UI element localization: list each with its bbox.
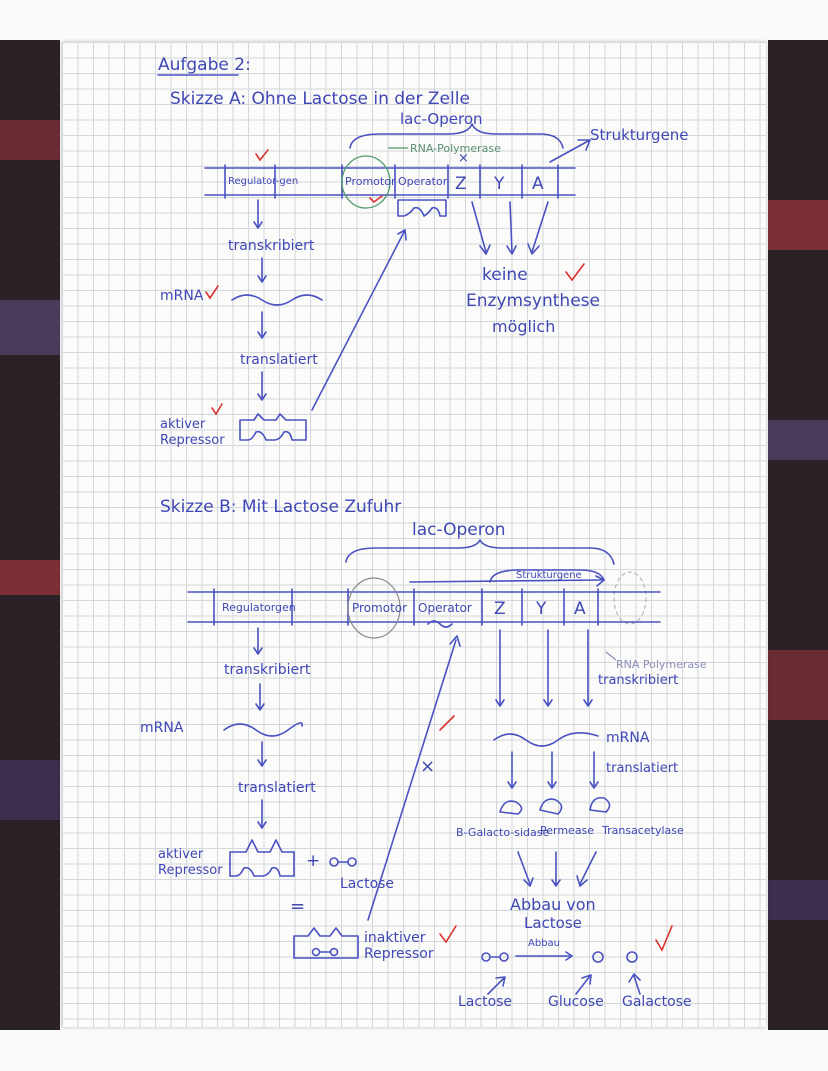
sketch-b-translated-right: translatiert	[606, 761, 679, 776]
sketch-b-mrna-strand-left	[224, 723, 302, 736]
sketch-b-region-a: A	[574, 599, 586, 619]
sketch-b-region-regulator: Regulatorgen	[222, 601, 296, 614]
sketch-b-polymerase-label: RNA Polymerase	[616, 658, 707, 671]
sketch-b-transcribed: transkribiert	[224, 662, 311, 678]
sketch-a-region-operator: Operator	[398, 175, 448, 188]
heading: Aufgabe 2:	[158, 55, 251, 75]
sketch-b-lactose-molecule	[330, 858, 356, 866]
sketch-b-repressor-label-2: Repressor	[158, 863, 223, 878]
sketch-b-region-operator: Operator	[418, 601, 472, 615]
sketch-a-strukturgene: Strukturgene	[590, 126, 689, 144]
sketch-a-repressor-label-2: Repressor	[160, 433, 225, 448]
sketch-a-operon-label: lac-Operon	[400, 110, 483, 128]
sketch-b-reaction	[482, 952, 637, 962]
sketch-b-enzyme-1: B-Galacto-sidase	[456, 826, 550, 839]
sketch-b-enzyme-3: Transacetylase	[602, 824, 684, 837]
sketch-b-lactose-label: Lactose	[340, 876, 395, 892]
sketch-b-product-galactose: Galactose	[622, 994, 692, 1010]
sketch-b-region-z: Z	[494, 599, 506, 619]
sketch-b-strukturgene: Strukturgene	[516, 570, 582, 581]
sketch-b-equals: =	[290, 896, 306, 917]
sketch-b-product-glucose: Glucose	[548, 994, 604, 1010]
sketch-b-mrna-label-right: mRNA	[606, 730, 650, 746]
sketch-b-plus: +	[306, 851, 321, 871]
sketch-a-result-3: möglich	[492, 317, 556, 336]
sketch-b-enzyme-2: Permease	[540, 824, 595, 837]
sketch-a-title: Skizze A: Ohne Lactose in der Zelle	[170, 89, 470, 109]
sketch-b-title: Skizze B: Mit Lactose Zufuhr	[160, 497, 402, 517]
sketch-a-translated: translatiert	[240, 352, 318, 368]
sketch-b-active-repressor	[230, 840, 294, 876]
sketch-b-reaction-label: Abbau	[528, 938, 561, 949]
svg-text:×: ×	[420, 756, 436, 777]
sketch-b-inactive-label-2: Repressor	[364, 946, 434, 962]
sketch-b-region-y: Y	[536, 599, 547, 619]
sketch-b-breakdown-2: Lactose	[524, 914, 582, 932]
sketch-a-mrna-strand	[232, 295, 322, 305]
sketch-a-result-2: Enzymsynthese	[466, 291, 600, 311]
sketch-b-region-promotor: Promotor	[352, 601, 408, 615]
sketch-a-bound-repressor	[398, 200, 446, 216]
sketch-b-inactive-label-1: inaktiver	[364, 930, 426, 946]
sketch-a-transcribed: transkribiert	[228, 238, 315, 254]
sketch-b-polymerase-transcribed: transkribiert	[598, 673, 679, 688]
sketch-b-operon-label: lac-Operon	[412, 520, 506, 540]
sketch-a-polymerase-label: RNA-Polymerase	[410, 142, 501, 155]
sketch-b-mrna-label-left: mRNA	[140, 720, 184, 736]
sketch-a-result-1: keine	[482, 265, 528, 285]
sketch-a-region-z: Z	[455, 174, 467, 194]
sketch-b-breakdown-1: Abbau von	[510, 895, 596, 914]
sketch-b-enzyme-blobs	[500, 798, 610, 814]
sketch-a-active-repressor	[240, 414, 306, 440]
sketch-b-repressor-label-1: aktiver	[158, 847, 204, 862]
sketch-a-region-promotor: Promotor	[345, 175, 396, 188]
sketch-a-region-a: A	[532, 174, 544, 194]
sketch-b-product-lactose: Lactose	[458, 994, 513, 1010]
sketch-a-repressor-label-1: aktiver	[160, 417, 206, 432]
sketch-b-mrna-strand-right	[494, 733, 598, 746]
sketch-a-region-regulator: Regulator-gen	[228, 176, 299, 187]
sketch-a-region-y: Y	[494, 174, 505, 194]
svg-text:×: ×	[458, 151, 469, 166]
sketch-b-inactive-repressor	[294, 928, 358, 958]
sketch-a-mrna-label: mRNA	[160, 288, 204, 304]
sketch-b-translated: translatiert	[238, 780, 316, 796]
